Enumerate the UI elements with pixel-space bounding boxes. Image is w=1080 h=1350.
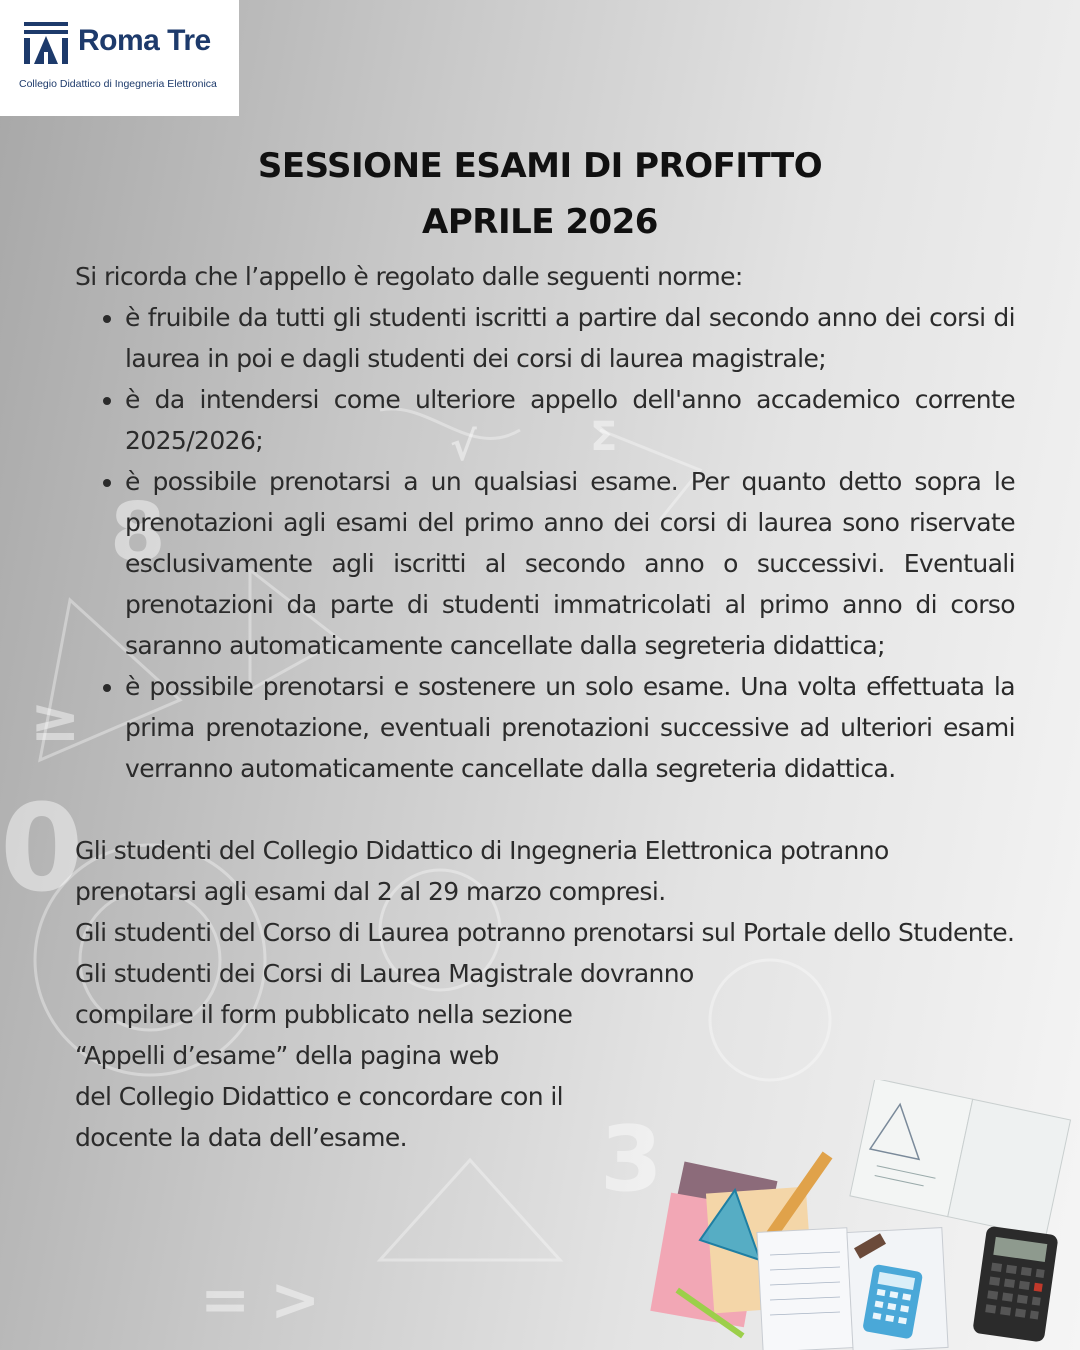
svg-text:≥: ≥ [30, 685, 81, 755]
paragraph-line: compilare il form pubblicato nella sezione [75, 1000, 573, 1029]
list-item: • è da intendersi come ulteriore appello dell'anno accademico corrente 2025/2026; [125, 379, 1015, 461]
page-title [0, 138, 1080, 250]
paragraph-line: docente la data dell’esame. [75, 1123, 408, 1152]
desk-supplies-illustration [640, 1080, 1080, 1350]
list-item: • è fruibile da tutti gli studenti iscritti a partire dal secondo anno dei corsi di laurea in poi e dagli studenti dei corsi di laurea magistrale; [125, 297, 1015, 379]
portal-paragraph: Gli studenti del Corso di Laurea potranno prenotarsi sul Portale dello Studente. [75, 918, 1015, 947]
svg-text:8: 8 [110, 486, 166, 579]
main-content [75, 256, 1015, 1158]
paragraph-line: “Appelli d’esame” della pagina web [75, 1041, 499, 1070]
paragraph-line: del Collegio Didattico e concordare con il [75, 1082, 564, 1111]
rules-list [75, 297, 1015, 789]
logo-subtitle: Collegio Didattico di Ingegneria Elettronica [19, 78, 217, 90]
svg-text:3: 3 [600, 1107, 663, 1212]
intro-text: Si ricorda che l’appello è regolato dalle seguenti norme: [75, 262, 743, 291]
list-item: • è possibile prenotarsi a un qualsiasi esame. Per quanto detto sopra le prenotazioni agli esami del primo anno dei corsi di laurea sono riservate esclusivamente agli iscritti al secondo anno o successivi. Eventuali prenotazioni da parte di studenti immatricolati al primo anno di corso saranno automaticamente cancellate dalla segreteria didattica; [125, 461, 1015, 666]
svg-text:0: 0 [0, 780, 84, 919]
svg-text:>: > [270, 1265, 321, 1335]
title-line-1: SESSIONE ESAMI DI PROFITTO [257, 146, 823, 186]
booking-dates-paragraph: Gli studenti del Collegio Didattico di Ingegneria Elettronica potranno prenotarsi agli esami dal 2 al 29 marzo compresi. [75, 836, 889, 906]
svg-text:Σ: Σ [590, 414, 618, 460]
logo-card [0, 0, 239, 116]
title-line-2: APRILE 2026 [422, 202, 658, 242]
roma-tre-logo-icon [24, 22, 68, 66]
list-item: • è possibile prenotarsi e sostenere un solo esame. Una volta effettuata la prima prenotazione, eventuali prenotazioni successive ad ulteriori esami verranno automaticamente cancellate dalla segreteria didattica. [125, 666, 1015, 789]
svg-text:=: = [200, 1265, 251, 1335]
logo-name: Roma Tre [78, 24, 211, 57]
spacer [75, 789, 1015, 830]
paragraph-line: Gli studenti dei Corsi di Laurea Magistrale dovranno [75, 959, 694, 988]
svg-text:√: √ [450, 424, 477, 470]
